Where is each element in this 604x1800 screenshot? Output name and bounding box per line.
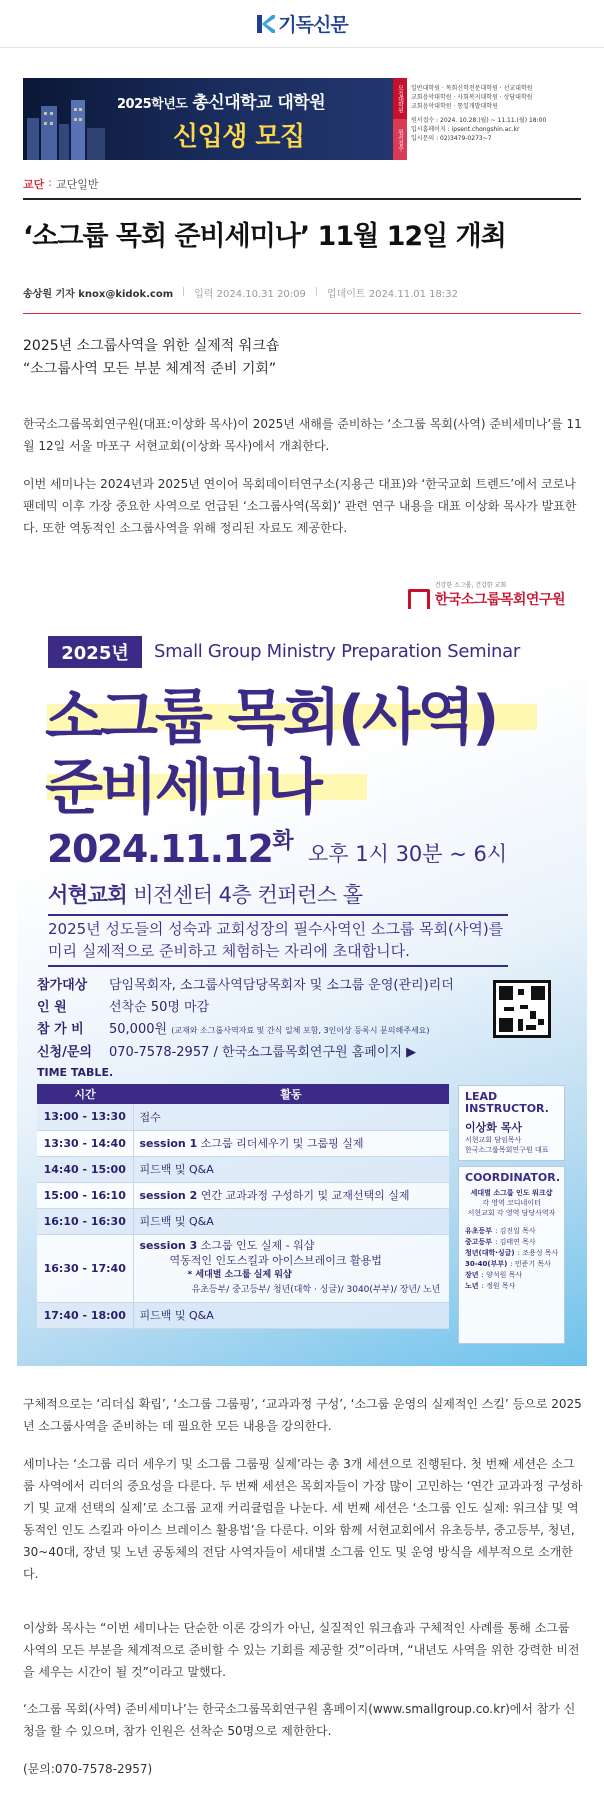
table-row: 15:00 - 16:10 session 2 연간 교과과정 구성하기 및 교재선택의 실제 xyxy=(37,1182,449,1208)
poster-invitation: 2025년 성도들의 성숙과 교회성장의 필수사역인 소그룹 목회(사역)를 미리 실제적으로 준비하고 체험하는 자리에 초대합니다. xyxy=(48,920,504,960)
poster-info-row: 참가대상 담임목회자, 소그룹사역담당목회자 및 소그룹 운영(관리)리더 xyxy=(37,978,454,993)
article-paragraph: ‘소그룹 목회(사역) 준비세미나’는 한국소그룹목회연구원 홈페이지(www.smallgroup.co.kr)에서 참가 신청을 할 수 있으며, 참가 인원은 선착순 50명으로 제한한다. xyxy=(23,1702,576,1738)
article-paragraph: 구체적으로는 ‘리더십 확립’, ‘소그룹 그룹핑’, ‘교과과정 구성’, ‘소그룹 운영의 실제적인 스킬’ 등으로 2025년 소그룹사역을 준비하는 데 필요한 모든 내용을 강의한다. xyxy=(23,1397,582,1433)
poster-info xyxy=(37,975,454,1064)
ad-banner-info xyxy=(393,78,581,160)
subtitle-line: “소그룹사역 모든 부분 체계적 준비 기회” xyxy=(23,361,277,377)
coordinator-row: 청년(대학·싱글) : 조용성 목사 xyxy=(465,1249,559,1257)
poster-rule xyxy=(48,914,508,916)
ad-schedule-line: 원서접수 : 2024. 10.28.(월) ~ 11.11.(월) 18:00 xyxy=(411,117,547,124)
byline-separator xyxy=(316,287,317,296)
byline-separator xyxy=(183,287,184,296)
table-row: 17:40 - 18:00 피드백 및 Q&A xyxy=(37,1302,449,1328)
table-row: 13:30 - 14:40 session 1 소그룹 리더세우기 및 그룹핑 실제 xyxy=(37,1130,449,1156)
article-author[interactable]: 송상원 기자 knox@kidok.com xyxy=(23,289,174,300)
table-header: 시간 xyxy=(37,1084,133,1104)
byline-divider xyxy=(23,313,581,314)
table-row: 16:10 - 16:30 피드백 및 Q&A xyxy=(37,1208,449,1234)
lead-instructor-box: LEAD INSTRUCTOR. 이상화 목사 서현교회 담임목사 한국소그룹목회연구원 대표 xyxy=(458,1085,565,1161)
poster-timetable-label: TIME TABLE. xyxy=(37,1066,114,1079)
ad-program-line: 일반대학원 · 목회신학전문대학원 · 선교대학원 xyxy=(411,85,533,92)
poster-english-title: Small Group Ministry Preparation Seminar xyxy=(154,641,520,662)
lead-instructor-name: 이상화 목사 xyxy=(465,1121,522,1134)
poster-year-badge: 2025년 xyxy=(48,636,142,668)
poster-info-row: 참 가 비 50,000원 (교재와 소그룹사역자료 및 간식 일체 포함, 3인이상 등록시 문의해주세요) xyxy=(37,1022,430,1037)
coordinator-row: 30-40(부부) : 민준기 목사 xyxy=(465,1260,551,1268)
coordinator-row: 장년 : 양석원 목사 xyxy=(465,1271,523,1279)
poster-org-logo xyxy=(408,580,565,609)
coordinator-box: COORDINATOR. 세대별 소그룹 인도 워크샵 각 영역 코디네이터 서현교회 각 영역 담당사역자 유초등부 : 김진일 목사 중고등부 : 김태연 목사 청년(대학·싱글) : 조용성 목사 30-40(부부) : 민준기 목사 장년 : 양석원 목사 노년 : 정원 목사 xyxy=(458,1166,565,1344)
subtitle-line: 2025년 소그룹사역을 위한 실제적 워크숍 xyxy=(23,338,280,354)
ad-banner-line1: 2025학년도 총신대학교 대학원 xyxy=(117,93,326,113)
coordinator-row: 중고등부 : 김태연 목사 xyxy=(465,1238,536,1246)
article-paragraph: (문의:070-7578-2957) xyxy=(23,1762,153,1776)
article-paragraph: 세미나는 ‘소그룹 리더 세우기 및 소그룹 그룹핑 실제’라는 총 3개 세션으로 진행된다. 첫 번째 세션은 소그룹 사역에서 리더의 중요성을 다룬다. 두 번째 세션은 목회자들이 가장 많이 고민하는 ‘연간 교과과정 구성하기 및 교재 선택의 실제’로 소그룹 교재 커리큘럼을 나눈다. 세 번째 세션은 ‘소그룹 인도 실제: 워크샵 및 역동적인 인도 스킬과 아이스 브레이스 활용법’을 다룬다. 이와 함께 서현교회에서 유초등부, 중고등부, 청년, 30~40대, 장년 및 노년 공동체의 전담 사역자들이 세대별 소그룹 인도 및 운영 방식을 세부적으로 소개한다. xyxy=(23,1457,583,1581)
article-paragraph: 이번 세미나는 2024년과 2025년 연이어 목회데이터연구소(지용근 대표)와 ‘한국교회 트렌드’에서 코로나 팬데믹 이후 가장 중요한 사역으로 언급된 ‘소그룹사역(목회)’ 관련 연구 내용을 대표 이상화 목사가 발표한다. 또한 역동적인 소그룹사역을 위해 정리된 자료도 제공한다. xyxy=(23,477,577,535)
ad-tag-schedule: 원서접수 xyxy=(393,119,407,160)
article-byline xyxy=(23,285,458,300)
ad-schedule-line: 입시홈페이지 : ipsent.chongshin.ac.kr xyxy=(411,126,520,133)
table-row: 14:40 - 15:00 피드백 및 Q&A xyxy=(37,1156,449,1182)
poster-title-line1: 소그룹 목회(사역) xyxy=(45,683,497,753)
poster-org-slogan: 건강한 소그룹, 건강한 교회 xyxy=(434,582,507,589)
poster-time: 오후 1시 30분 ~ 6시 xyxy=(308,842,508,866)
ad-banner-main xyxy=(23,78,393,160)
article-paragraph: 이상화 목사는 “이번 세미나는 단순한 이론 강의가 아닌, 실질적인 워크숍과 구체적인 사례를 통해 소그룹 사역의 모든 부분을 체계적으로 준비할 수 있는 기회를 제공할 것”이라며, “내년도 사역을 위한 강력한 비전을 세우는 시간이 될 것”이라고 말했다. xyxy=(23,1621,580,1679)
article-subtitle xyxy=(23,335,279,381)
ad-schedule-line: 입시문의 : 02)3479-0273~7 xyxy=(411,135,492,142)
table-row: 16:30 - 17:40 session 3 소그룹 인도 실제 - 워샵 역동적인 인도스킬과 아이스브레이크 활용법 * 세대별 소그룹 실제 워샵 유초등부/ 중고등부/ 청년(대학 · 싱글)/ 3040(부부)/ 장년/ 노년 xyxy=(37,1234,449,1302)
poster-info-row: 신청/문의 070-7578-2957 / 한국소그룹목회연구원 홈페이지 ▶ xyxy=(37,1045,417,1060)
table-row: 13:00 - 13:30 접수 xyxy=(37,1104,449,1130)
ad-banner[interactable] xyxy=(23,78,581,160)
table-header: 활동 xyxy=(133,1084,449,1104)
ad-tag-programs: 모집대학원 xyxy=(393,78,407,119)
poster-rule xyxy=(48,965,508,967)
article-updated: 업데이트 2024.11.01 18:32 xyxy=(326,289,458,300)
logo-text: 기독신문 xyxy=(278,14,348,36)
seminar-poster xyxy=(17,554,587,1366)
logo-mark-icon xyxy=(256,13,276,35)
poster-timetable xyxy=(37,1084,449,1329)
ad-program-line: 교회음악대학원 · 사회복지대학원 · 상담대학원 xyxy=(411,94,533,101)
article-paragraph: 한국소그룹목회연구원(대표:이상화 목사)이 2025년 새해를 준비하는 ‘소그룹 목회(사역) 준비세미나’를 11월 12일 서울 마포구 서현교회(이상화 목사)에서 개최한다. xyxy=(23,417,582,453)
poster-date: $2024.11.12^화$ xyxy=(47,827,293,871)
qr-code-icon xyxy=(493,980,551,1038)
poster-org-name: 한국소그룹목회연구원 xyxy=(434,592,565,608)
poster-weekday: 화 xyxy=(272,829,293,854)
title-divider xyxy=(23,198,581,200)
breadcrumb-separator: : xyxy=(48,176,52,189)
site-header xyxy=(0,0,604,48)
breadcrumb-subcategory[interactable]: 교단일반 xyxy=(55,178,99,191)
coordinator-row: 유초등부 : 김진일 목사 xyxy=(465,1227,536,1235)
breadcrumb-category[interactable]: 교단 xyxy=(23,178,45,191)
ad-program-line: 교회음악대학원 · 통일개발대학원 xyxy=(411,103,498,110)
article-title: ‘소그룹 목회 준비세미나’ 11월 12일 개최 xyxy=(23,221,506,252)
coordinator-row: 노년 : 정원 목사 xyxy=(465,1282,516,1290)
poster-place: 서현교회 비전센터 4층 컨퍼런스 홀 xyxy=(48,883,363,907)
campus-skyline-icon xyxy=(23,78,123,160)
breadcrumb xyxy=(23,176,99,192)
poster-info-row: 인 원 선착순 50명 마감 xyxy=(37,1000,210,1015)
site-logo[interactable] xyxy=(256,10,347,37)
poster-title-line2: 준비세미나 xyxy=(45,753,320,823)
table-header-row xyxy=(37,1084,449,1104)
article-published: 입력 2024.10.31 20:09 xyxy=(194,289,306,300)
house-icon xyxy=(408,589,430,609)
ad-banner-line2: 신입생 모집 xyxy=(173,122,305,152)
